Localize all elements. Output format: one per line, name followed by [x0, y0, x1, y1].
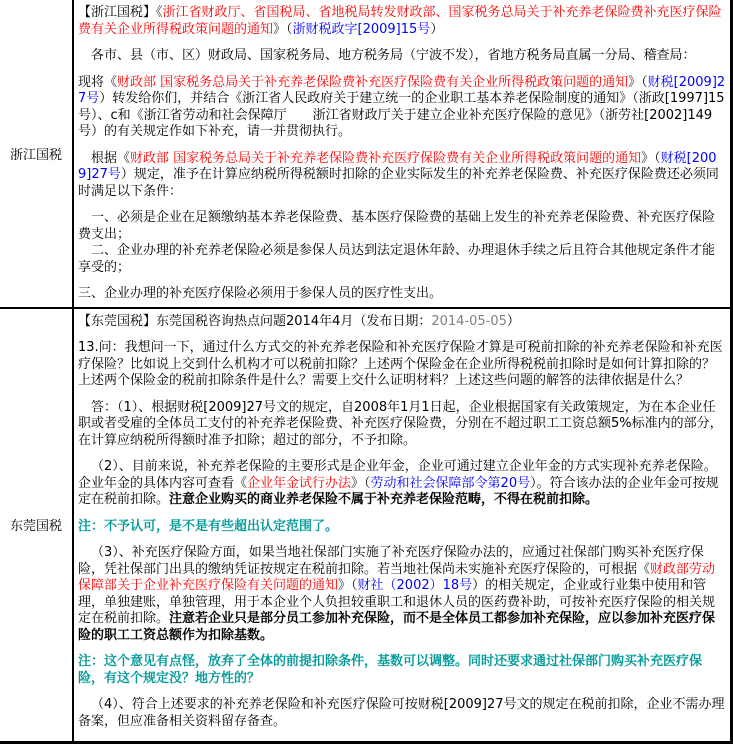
emphasis-text: 注意若企业只是部分员工参加补充保险，而不是全体员工都参加补充保险，应以参加补充医疗保险的职工工资总额作为扣除基数。 [78, 611, 716, 643]
doc-title-text: 财政部劳动保障部关于企业补充医疗保险有关问题的通知 [78, 561, 716, 593]
body-text: 》（ [641, 150, 661, 166]
paragraph [78, 210, 727, 243]
body-text: （3）、补充医疗保险方面，如果当地社保部门实施了补充医疗保险办法的，应通过社保部门购买补充医疗保险，凭社保部门出具的缴纳凭证按规定在税前扣除。若当地社保尚未实施补充医疗保险的，可根据《 [78, 545, 704, 577]
body-text: ）转发给你们，并结合《浙江省人民政府关于建立统一的企业职工基本养老保险制度的通知》（浙政[1997]15号）、c和《浙江省劳动和社会保障厅 浙江省财政厅关于建立企业补充医疗保险的意见》（浙劳社[2002]149号）的有关规定作如下补充，请一并贯彻执行。 [78, 91, 725, 139]
body-text: 二、企业办理的补充养老保险必须是参保人员达到法定退休年龄、办理退休手续之后且符合其他规定条件才能享受的； [78, 243, 716, 275]
row-label: 浙江国税 [0, 0, 73, 308]
paragraph [78, 459, 727, 509]
commentary-note-text: 注：这个意见有点怪，放弃了全体的前提扣除条件，基数可以调整。同时还要求通过社保部门购买补充医疗保险，有这个规定没？地方性的？ [78, 654, 703, 686]
paragraph [78, 697, 727, 730]
paragraph [78, 654, 727, 687]
body-text: ）。符合该办法的企业年金可按规定在税前扣除。 [78, 475, 719, 507]
body-text: 【东莞国税】东莞国税咨询热点问题2014年4月（发布日期： [78, 313, 432, 329]
body-text: 三、企业办理的补充医疗保险必须用于参保人员的医疗性支出。 [78, 286, 443, 301]
paragraph [78, 75, 727, 141]
doc-title-text: 财政部 国家税务总局关于补充养老保险费补充医疗保险费有关企业所得税政策问题的通知 [130, 150, 642, 166]
publish-date-text: 2014-05-05 [431, 313, 507, 329]
paragraph [78, 314, 727, 331]
paragraph [78, 243, 727, 276]
paragraph [78, 545, 727, 644]
doc-number-text: 财税[2009]27号 [78, 150, 717, 182]
body-text: 各市、县（市、区）财政局、国家税务局、地方税务局（宁波不发），省地方税务局直属一分局、稽查局： [91, 48, 696, 63]
doc-title-text: 财政部 国家税务总局关于补充养老保险费补充医疗保险费有关企业所得税政策问题的通知 [117, 74, 629, 90]
doc-number-text: 财社（2002）18号 [357, 578, 473, 593]
paragraph [78, 5, 727, 38]
table-row-dongguan [0, 308, 732, 743]
doc-number-text: 财税[2009]27号 [78, 74, 726, 106]
body-text: 》（ [338, 578, 358, 593]
body-text: 答：（1）、根据财税[2009]27号文的规定，自2008年1月1日起，企业根据国家有关政策规定，为在本企业任职或者受雇的全体员工支付的补充养老保险费、补充医疗保险费，分别在不超过职工工资总额5%标准内的部分，在计算应纳税所得额时准予扣除；超过的部分，不予扣除。 [78, 399, 723, 448]
body-text: 【浙江国税】《 [78, 5, 163, 20]
paragraph [78, 151, 727, 201]
body-text: （4）、符合上述要求的补充养老保险和补充医疗保险可按财税[2009]27号文的规定在税前扣除，企业不需办理备案，但应准备相关资料留存备查。 [78, 697, 725, 729]
paragraph [78, 400, 727, 450]
body-text: 现将《 [78, 74, 118, 90]
body-text: 》（ [628, 74, 648, 90]
doc-title-text: 浙江省财政厅、省国税局、省地税局转发财政部、国家税务总局关于补充养老保险费补充医疗保险费有关企业所得税政策问题的通知 [78, 5, 722, 37]
paragraph [78, 519, 727, 536]
doc-title-text: 企业年金试行办法 [247, 475, 352, 491]
doc-number-text: 劳动和社会保障部令第20号 [370, 475, 531, 491]
paragraph [78, 286, 727, 303]
body-text: 13.问：我想问一下，通过什么方式交的补充养老保险和补充医疗保险才算是可税前扣除的补充养老保险和补充医疗保险？比如说上交到什么机构才可以税前扣除？上述两个保险金在企业所得税税前扣除时是如何计算扣除的？上述两个保险金的税前扣除条件是什么？需要上交什么证明材料？上述这些问题的解答的法律依据是什么？ [78, 340, 723, 388]
row-content [73, 308, 732, 743]
body-text: 》（ [351, 475, 371, 491]
body-text: ）的相关规定，企业或行业集中使用和管理，单独建账，单独管理，用于本企业个人负担较重职工和退休人员的医药费补助，可按补充医疗保险的相关规定在税前扣除。 [78, 578, 716, 626]
doc-number-text: 浙财税政字[2009]15号 [292, 21, 431, 37]
body-text: ） [430, 21, 444, 37]
emphasis-text: 注意企业购买的商业养老保险不属于补充养老保险范畴，不得在税前扣除。 [169, 492, 599, 507]
body-text: （2）、目前来说，补充养老保险的主要形式是企业年金，企业可通过建立企业年金的方式实现补充养老保险。企业年金的具体内容可查看《 [78, 459, 717, 491]
row-content [73, 0, 732, 308]
paragraph [78, 340, 727, 390]
body-text: 一、必须是企业在足额缴纳基本养老保险费、基本医疗保险费的基础上发生的补充养老保险费、补充医疗保险费支出； [78, 210, 716, 242]
commentary-note-text: 注：不予认可，是不是有些超出认定范围了。 [78, 518, 339, 534]
paragraph [78, 48, 727, 65]
body-text: ） [506, 313, 520, 329]
table-row-zhejiang [0, 0, 732, 308]
body-text: ）规定，准予在计算应纳税所得税额时扣除的企业实际发生的补充养老保险费、补充医疗保险费还必须同时满足以下条件： [78, 167, 719, 199]
body-text: 根据《 [91, 150, 131, 166]
row-label: 东莞国税 [0, 308, 73, 743]
body-text: 》（ [273, 21, 293, 37]
